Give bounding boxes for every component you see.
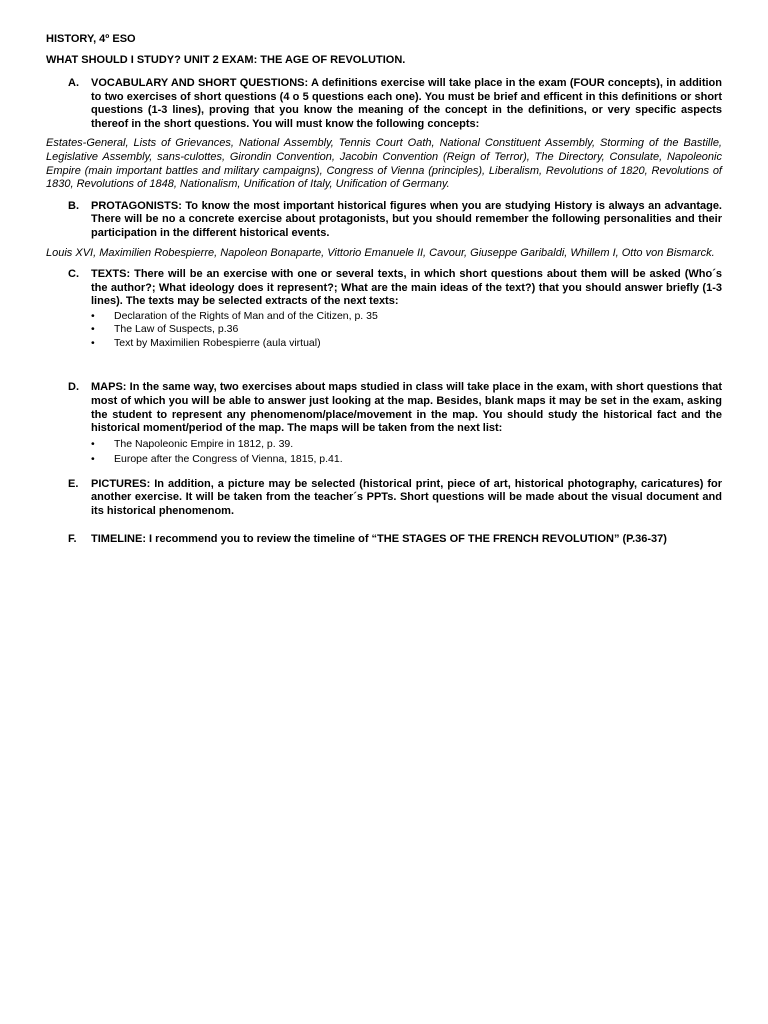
section-letter: C. xyxy=(68,268,79,281)
maps-list xyxy=(91,438,722,467)
list-item: • Europe after the Congress of Vienna, 1815, p.41. xyxy=(91,453,343,466)
section-letter: F. xyxy=(68,532,77,545)
document-page xyxy=(46,32,722,546)
section-letter: B. xyxy=(68,199,79,212)
bullet-icon: • xyxy=(91,437,95,450)
list-item: • The Napoleonic Empire in 1812, p. 39. xyxy=(91,437,294,450)
section-text: MAPS: In the same way, two exercises about maps studied in class will take place in the exam, with short questions that most of which you will be able to answer just looking at the map. Besides, blank maps it may be set in the exam, asking the student to represent any phenomenom/place/movement in the map. You should study the historical fact and the historical moment/period of the map. The maps will be taken from the next list: xyxy=(91,381,722,435)
section-text: TEXTS: There will be an exercise with one or several texts, in which short questions about them will be asked (Who´s the author?; What ideology does it represent?; What are the main ideas of the text?) that you should answer briefly (1-3 lines). The texts may be selected extracts of the next texts: xyxy=(91,268,722,308)
section-letter: D. xyxy=(68,381,79,394)
protagonists-list: Louis XVI, Maximilien Robespierre, Napoleon Bonaparte, Vittorio Emanuele II, Cavour, Giuseppe Garibaldi, Whillem I, Otto von Bismarck. xyxy=(46,246,715,259)
section-c xyxy=(46,268,722,350)
bullet-icon: • xyxy=(91,336,95,349)
concepts-list: Estates-General, Lists of Grievances, National Assembly, Tennis Court Oath, National Constituent Assembly, Storming of the Bastille, Legislative Assembly, sans-culottes, Girondin Convention, Jacobin Convention (Reign of Terror), The Directory, Consulate, Napoleonic Empire (main important battles and military campaigns), Congress of Vienna (principles), Liberalism, Revolutions of 1820, Revolutions of 1830, Revolutions of 1848, Nationalism, Unification of Italy, Unification of Germany. xyxy=(46,137,722,191)
section-text: PROTAGONISTS: To know the most important historical figures when you are studying History is always an advantage. There will be no a concrete exercise about protagonists, but you should remember the following personalities and their participation in the different historical events. xyxy=(91,199,722,239)
bullet-icon: • xyxy=(91,323,95,336)
list-item: • Text by Maximilien Robespierre (aula virtual) xyxy=(91,336,321,349)
section-text: VOCABULARY AND SHORT QUESTIONS: A definitions exercise will take place in the exam (FOUR concepts), in addition to two exercises of short questions (4 o 5 questions each one). You must be brief and efficent in this definitions or short questions (1-3 lines), proving that you know the meaning of the concept in the definitions, or very specific aspects thereof in the short questions. You will must know the following concepts: xyxy=(91,77,722,130)
course-title: HISTORY, 4º ESO xyxy=(46,33,136,45)
section-e xyxy=(46,478,722,519)
list-item: • The Law of Suspects, p.36 xyxy=(91,323,239,336)
section-text: TIMELINE: I recommend you to review the timeline of “THE STAGES OF THE FRENCH REVOLUTION” (P.36-37) xyxy=(91,532,667,545)
section-b xyxy=(46,200,722,241)
section-letter: E. xyxy=(68,477,79,490)
section-a xyxy=(46,77,722,131)
bullet-icon: • xyxy=(91,453,95,466)
section-d xyxy=(46,381,722,466)
texts-list xyxy=(91,310,722,351)
section-text: PICTURES: In addition, a picture may be selected (historical print, piece of art, historical photography, caricatures) for another exercise. It will be taken from the teacher´s PPTs. Short questions will be made about the visual document and its historical phenomenom. xyxy=(91,477,722,517)
list-item: • Declaration of the Rights of Man and of the Citizen, p. 35 xyxy=(91,309,378,322)
exam-title: WHAT SHOULD I STUDY? UNIT 2 EXAM: THE AGE OF REVOLUTION. xyxy=(46,54,406,66)
section-letter: A. xyxy=(68,77,79,89)
bullet-icon: • xyxy=(91,309,95,322)
section-f xyxy=(46,533,722,547)
